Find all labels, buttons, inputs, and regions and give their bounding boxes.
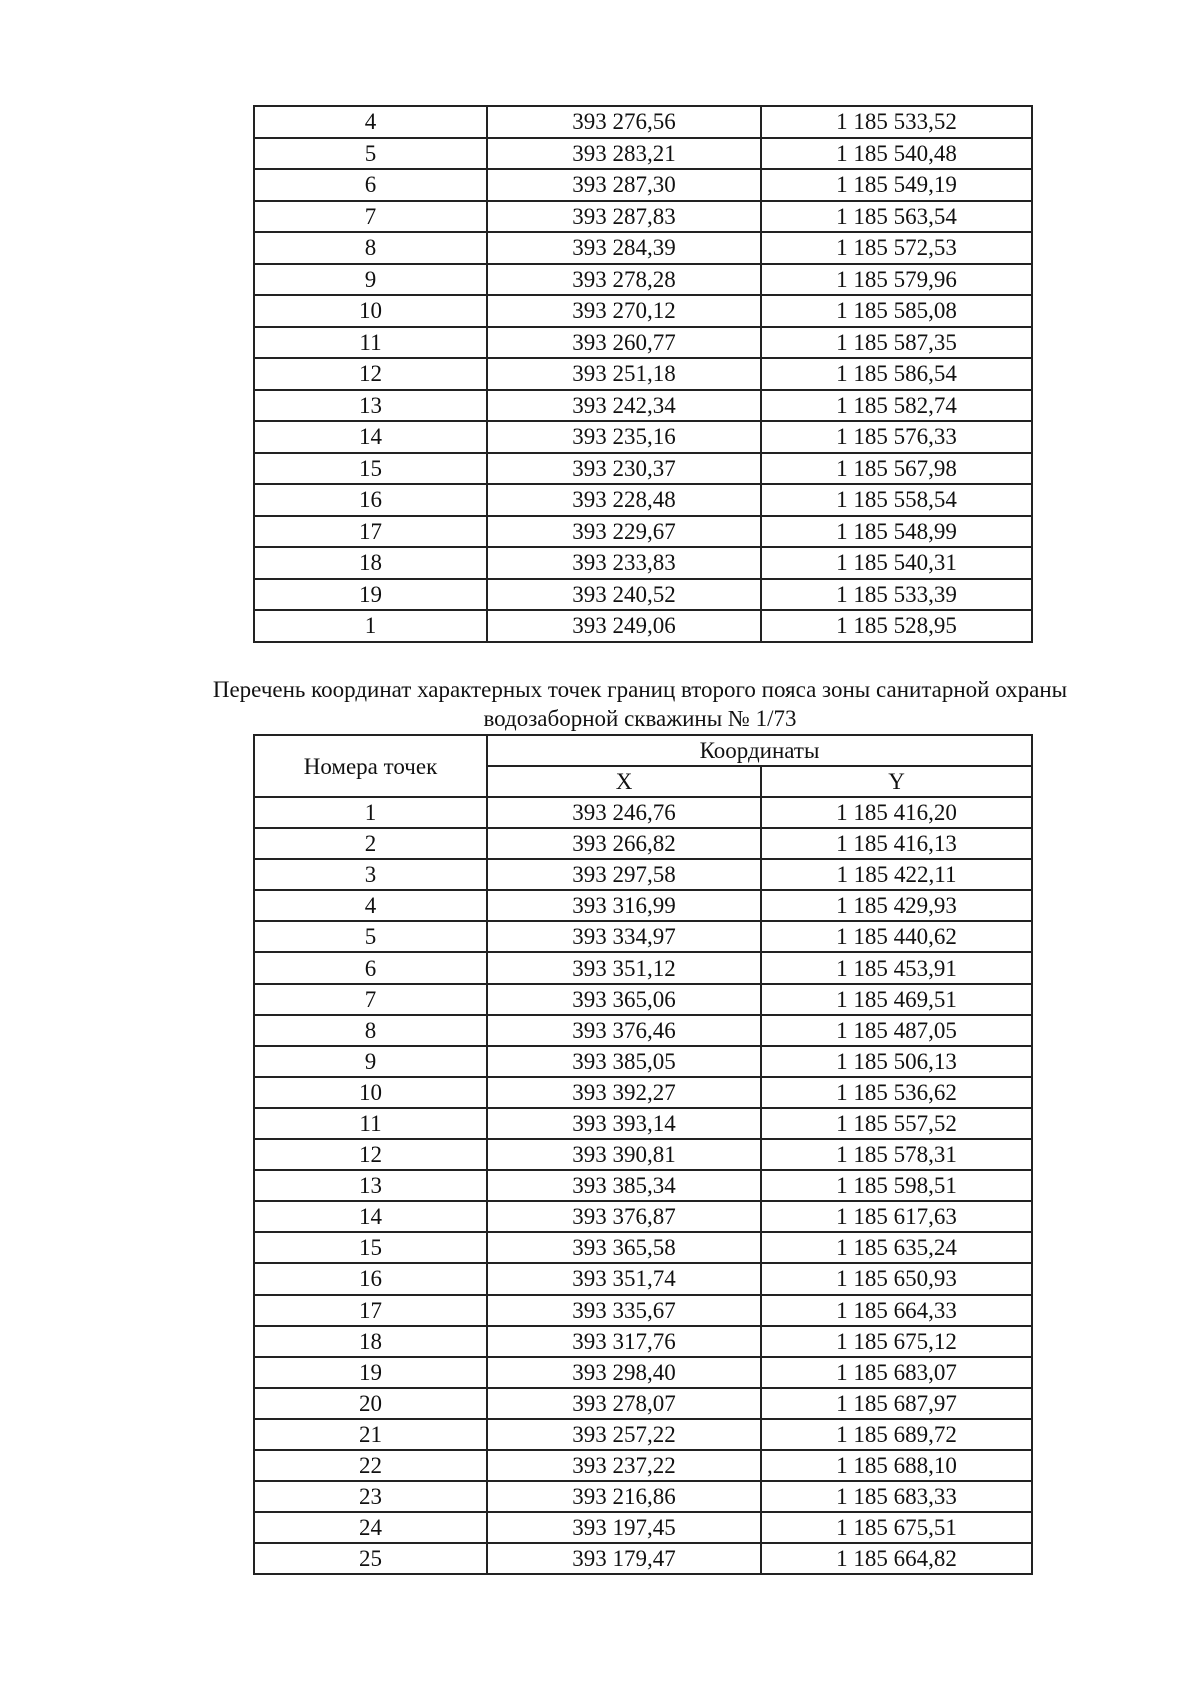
point-number-cell: 12 xyxy=(254,1139,487,1170)
x-coordinate-cell: 393 385,05 xyxy=(487,1046,761,1077)
table-row xyxy=(254,921,1032,952)
y-coordinate-cell: 1 185 506,13 xyxy=(761,1046,1032,1077)
x-coordinate-cell: 393 297,58 xyxy=(487,859,761,890)
table-row xyxy=(254,1046,1032,1077)
y-coordinate-cell: 1 185 567,98 xyxy=(761,453,1032,485)
y-coordinate-cell: 1 185 453,91 xyxy=(761,952,1032,983)
point-number-cell: 11 xyxy=(254,327,487,359)
table-row xyxy=(254,1512,1032,1543)
x-coordinate-cell: 393 242,34 xyxy=(487,390,761,422)
point-number-cell: 22 xyxy=(254,1450,487,1481)
point-number-cell: 19 xyxy=(254,1357,487,1388)
table-row xyxy=(254,1170,1032,1201)
table-row xyxy=(254,828,1032,859)
point-number-cell: 5 xyxy=(254,138,487,170)
x-coordinate-cell: 393 393,14 xyxy=(487,1108,761,1139)
x-coordinate-cell: 393 385,34 xyxy=(487,1170,761,1201)
table-row xyxy=(254,1263,1032,1294)
coordinates-table-continued xyxy=(253,105,1033,643)
table-row xyxy=(254,295,1032,327)
point-number-cell: 1 xyxy=(254,797,487,828)
y-coordinate-cell: 1 185 548,99 xyxy=(761,516,1032,548)
y-coordinate-cell: 1 185 487,05 xyxy=(761,1015,1032,1046)
x-coordinate-cell: 393 392,27 xyxy=(487,1077,761,1108)
table-row xyxy=(254,138,1032,170)
x-coordinate-cell: 393 351,12 xyxy=(487,952,761,983)
second-belt-coordinates-table xyxy=(253,734,1033,1575)
x-coordinate-cell: 393 287,83 xyxy=(487,201,761,233)
table-row xyxy=(254,952,1032,983)
table-row xyxy=(254,1077,1032,1108)
point-number-cell: 15 xyxy=(254,1232,487,1263)
table-header xyxy=(254,735,1032,797)
coordinates-table-continued-body xyxy=(254,106,1032,642)
point-number-cell: 16 xyxy=(254,484,487,516)
table-row xyxy=(254,1388,1032,1419)
y-coordinate-cell: 1 185 688,10 xyxy=(761,1450,1032,1481)
table-row xyxy=(254,1139,1032,1170)
y-coordinate-cell: 1 185 416,20 xyxy=(761,797,1032,828)
table-row xyxy=(254,106,1032,138)
x-coordinate-cell: 393 228,48 xyxy=(487,484,761,516)
points-column-header: Номера точек xyxy=(254,735,487,797)
table-row xyxy=(254,579,1032,611)
y-column-header: Y xyxy=(761,766,1032,797)
y-coordinate-cell: 1 185 422,11 xyxy=(761,859,1032,890)
point-number-cell: 12 xyxy=(254,358,487,390)
table-row xyxy=(254,232,1032,264)
point-number-cell: 10 xyxy=(254,1077,487,1108)
y-coordinate-cell: 1 185 536,62 xyxy=(761,1077,1032,1108)
y-coordinate-cell: 1 185 572,53 xyxy=(761,232,1032,264)
y-coordinate-cell: 1 185 576,33 xyxy=(761,421,1032,453)
point-number-cell: 20 xyxy=(254,1388,487,1419)
x-coordinate-cell: 393 365,58 xyxy=(487,1232,761,1263)
x-coordinate-cell: 393 251,18 xyxy=(487,358,761,390)
point-number-cell: 18 xyxy=(254,1326,487,1357)
point-number-cell: 18 xyxy=(254,547,487,579)
point-number-cell: 17 xyxy=(254,1295,487,1326)
y-coordinate-cell: 1 185 563,54 xyxy=(761,201,1032,233)
x-coordinate-cell: 393 197,45 xyxy=(487,1512,761,1543)
table-row xyxy=(254,1357,1032,1388)
point-number-cell: 6 xyxy=(254,952,487,983)
table-row xyxy=(254,1015,1032,1046)
y-coordinate-cell: 1 185 533,39 xyxy=(761,579,1032,611)
y-coordinate-cell: 1 185 586,54 xyxy=(761,358,1032,390)
y-coordinate-cell: 1 185 635,24 xyxy=(761,1232,1032,1263)
table-row xyxy=(254,859,1032,890)
x-coordinate-cell: 393 240,52 xyxy=(487,579,761,611)
point-number-cell: 13 xyxy=(254,1170,487,1201)
point-number-cell: 1 xyxy=(254,610,487,642)
x-column-header: X xyxy=(487,766,761,797)
y-coordinate-cell: 1 185 549,19 xyxy=(761,169,1032,201)
y-coordinate-cell: 1 185 582,74 xyxy=(761,390,1032,422)
table-row xyxy=(254,547,1032,579)
y-coordinate-cell: 1 185 664,82 xyxy=(761,1543,1032,1574)
x-coordinate-cell: 393 317,76 xyxy=(487,1326,761,1357)
point-number-cell: 16 xyxy=(254,1263,487,1294)
point-number-cell: 8 xyxy=(254,1015,487,1046)
table-row xyxy=(254,201,1032,233)
point-number-cell: 8 xyxy=(254,232,487,264)
y-coordinate-cell: 1 185 528,95 xyxy=(761,610,1032,642)
table-row xyxy=(254,890,1032,921)
point-number-cell: 14 xyxy=(254,1201,487,1232)
point-number-cell: 14 xyxy=(254,421,487,453)
y-coordinate-cell: 1 185 587,35 xyxy=(761,327,1032,359)
y-coordinate-cell: 1 185 533,52 xyxy=(761,106,1032,138)
x-coordinate-cell: 393 179,47 xyxy=(487,1543,761,1574)
point-number-cell: 7 xyxy=(254,984,487,1015)
y-coordinate-cell: 1 185 585,08 xyxy=(761,295,1032,327)
y-coordinate-cell: 1 185 675,12 xyxy=(761,1326,1032,1357)
second-belt-coordinates-table-body xyxy=(254,797,1032,1574)
table-row xyxy=(254,484,1032,516)
table-row xyxy=(254,1419,1032,1450)
table-row xyxy=(254,984,1032,1015)
table-row xyxy=(254,1481,1032,1512)
y-coordinate-cell: 1 185 687,97 xyxy=(761,1388,1032,1419)
y-coordinate-cell: 1 185 664,33 xyxy=(761,1295,1032,1326)
y-coordinate-cell: 1 185 617,63 xyxy=(761,1201,1032,1232)
table-row xyxy=(254,264,1032,296)
y-coordinate-cell: 1 185 558,54 xyxy=(761,484,1032,516)
table-row xyxy=(254,516,1032,548)
point-number-cell: 4 xyxy=(254,890,487,921)
y-coordinate-cell: 1 185 579,96 xyxy=(761,264,1032,296)
x-coordinate-cell: 393 246,76 xyxy=(487,797,761,828)
y-coordinate-cell: 1 185 416,13 xyxy=(761,828,1032,859)
y-coordinate-cell: 1 185 540,31 xyxy=(761,547,1032,579)
x-coordinate-cell: 393 376,46 xyxy=(487,1015,761,1046)
table-row xyxy=(254,169,1032,201)
x-coordinate-cell: 393 257,22 xyxy=(487,1419,761,1450)
table-row xyxy=(254,1450,1032,1481)
table-row xyxy=(254,1326,1032,1357)
point-number-cell: 4 xyxy=(254,106,487,138)
x-coordinate-cell: 393 283,21 xyxy=(487,138,761,170)
y-coordinate-cell: 1 185 683,33 xyxy=(761,1481,1032,1512)
y-coordinate-cell: 1 185 557,52 xyxy=(761,1108,1032,1139)
x-coordinate-cell: 393 334,97 xyxy=(487,921,761,952)
x-coordinate-cell: 393 287,30 xyxy=(487,169,761,201)
point-number-cell: 25 xyxy=(254,1543,487,1574)
point-number-cell: 13 xyxy=(254,390,487,422)
y-coordinate-cell: 1 185 650,93 xyxy=(761,1263,1032,1294)
point-number-cell: 11 xyxy=(254,1108,487,1139)
coordinates-column-header: Координаты xyxy=(487,735,1032,766)
x-coordinate-cell: 393 351,74 xyxy=(487,1263,761,1294)
point-number-cell: 15 xyxy=(254,453,487,485)
y-coordinate-cell: 1 185 429,93 xyxy=(761,890,1032,921)
y-coordinate-cell: 1 185 689,72 xyxy=(761,1419,1032,1450)
table-row xyxy=(254,610,1032,642)
point-number-cell: 5 xyxy=(254,921,487,952)
point-number-cell: 7 xyxy=(254,201,487,233)
x-coordinate-cell: 393 278,07 xyxy=(487,1388,761,1419)
point-number-cell: 6 xyxy=(254,169,487,201)
point-number-cell: 10 xyxy=(254,295,487,327)
x-coordinate-cell: 393 229,67 xyxy=(487,516,761,548)
point-number-cell: 9 xyxy=(254,264,487,296)
x-coordinate-cell: 393 233,83 xyxy=(487,547,761,579)
y-coordinate-cell: 1 185 540,48 xyxy=(761,138,1032,170)
y-coordinate-cell: 1 185 675,51 xyxy=(761,1512,1032,1543)
point-number-cell: 19 xyxy=(254,579,487,611)
x-coordinate-cell: 393 276,56 xyxy=(487,106,761,138)
x-coordinate-cell: 393 335,67 xyxy=(487,1295,761,1326)
point-number-cell: 21 xyxy=(254,1419,487,1450)
y-coordinate-cell: 1 185 598,51 xyxy=(761,1170,1032,1201)
x-coordinate-cell: 393 230,37 xyxy=(487,453,761,485)
point-number-cell: 24 xyxy=(254,1512,487,1543)
y-coordinate-cell: 1 185 683,07 xyxy=(761,1357,1032,1388)
x-coordinate-cell: 393 266,82 xyxy=(487,828,761,859)
y-coordinate-cell: 1 185 578,31 xyxy=(761,1139,1032,1170)
table-row xyxy=(254,390,1032,422)
table-row xyxy=(254,358,1032,390)
y-coordinate-cell: 1 185 469,51 xyxy=(761,984,1032,1015)
x-coordinate-cell: 393 376,87 xyxy=(487,1201,761,1232)
x-coordinate-cell: 393 237,22 xyxy=(487,1450,761,1481)
table-row xyxy=(254,453,1032,485)
x-coordinate-cell: 393 216,86 xyxy=(487,1481,761,1512)
table-row xyxy=(254,327,1032,359)
x-coordinate-cell: 393 390,81 xyxy=(487,1139,761,1170)
section-title: Перечень координат характерных точек границ второго пояса зоны санитарной охраны водозаборной скважины № 1/73 xyxy=(212,677,1068,731)
x-coordinate-cell: 393 278,28 xyxy=(487,264,761,296)
point-number-cell: 23 xyxy=(254,1481,487,1512)
table-row xyxy=(254,1232,1032,1263)
x-coordinate-cell: 393 260,77 xyxy=(487,327,761,359)
point-number-cell: 2 xyxy=(254,828,487,859)
x-coordinate-cell: 393 284,39 xyxy=(487,232,761,264)
table-row xyxy=(254,1295,1032,1326)
x-coordinate-cell: 393 365,06 xyxy=(487,984,761,1015)
table-row xyxy=(254,1543,1032,1574)
point-number-cell: 17 xyxy=(254,516,487,548)
y-coordinate-cell: 1 185 440,62 xyxy=(761,921,1032,952)
point-number-cell: 3 xyxy=(254,859,487,890)
x-coordinate-cell: 393 270,12 xyxy=(487,295,761,327)
x-coordinate-cell: 393 249,06 xyxy=(487,610,761,642)
table-row xyxy=(254,1108,1032,1139)
table-row xyxy=(254,421,1032,453)
table-row xyxy=(254,1201,1032,1232)
table-row xyxy=(254,797,1032,828)
x-coordinate-cell: 393 298,40 xyxy=(487,1357,761,1388)
point-number-cell: 9 xyxy=(254,1046,487,1077)
x-coordinate-cell: 393 235,16 xyxy=(487,421,761,453)
x-coordinate-cell: 393 316,99 xyxy=(487,890,761,921)
